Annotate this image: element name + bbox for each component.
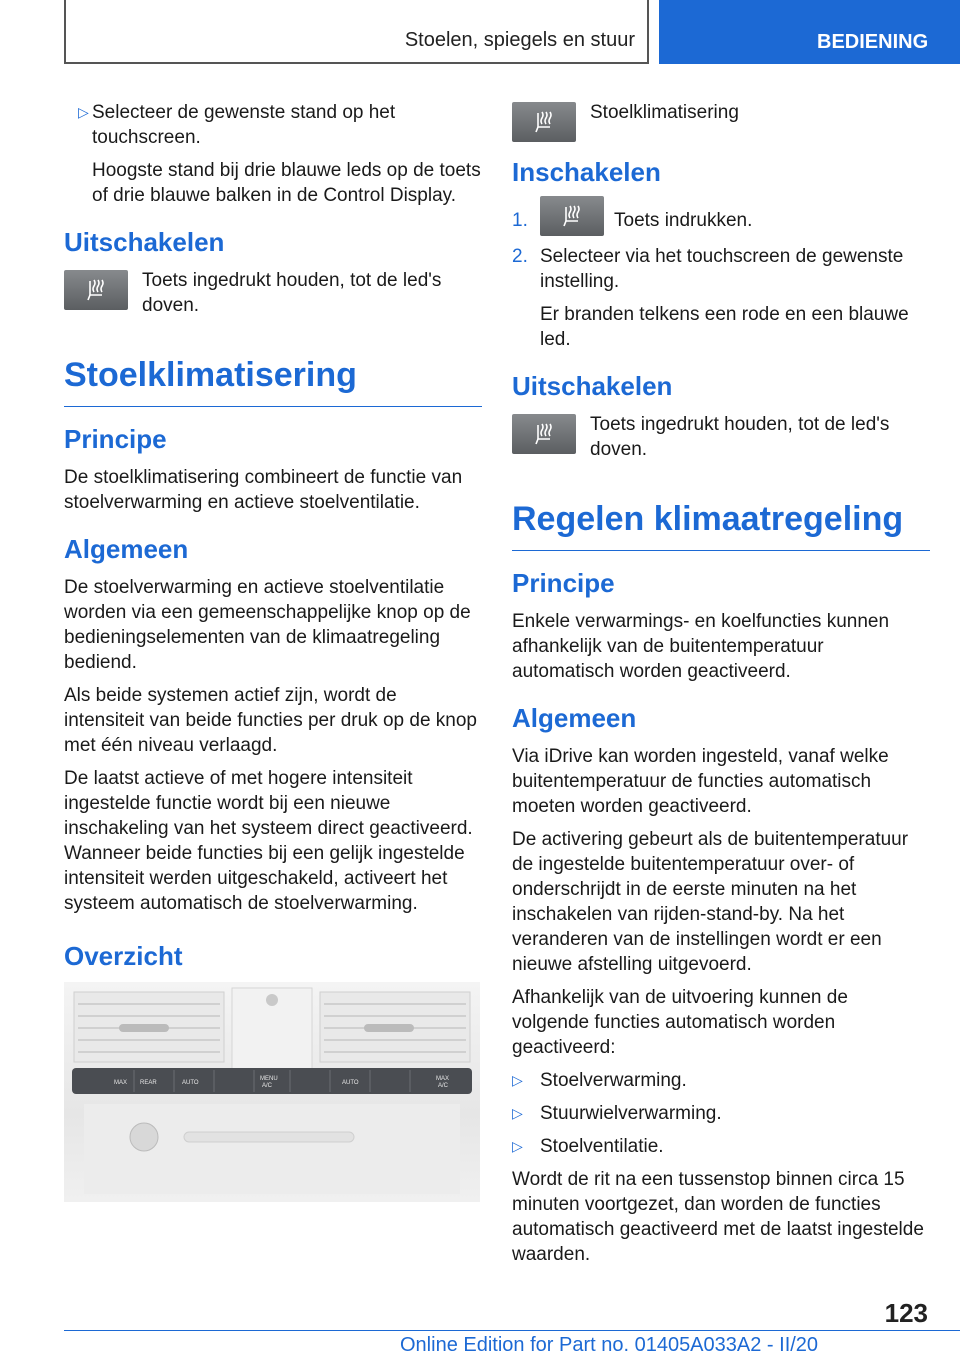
step-number: 1.	[512, 210, 528, 231]
seat-climate-button-icon	[512, 414, 576, 454]
heading-algemeen: Algemeen	[512, 703, 637, 733]
paragraph: Er branden telkens een rode en een blauwe led.	[540, 304, 909, 350]
heading-algemeen: Algemeen	[64, 534, 189, 564]
numbered-step	[512, 244, 930, 294]
running-header-section	[64, 0, 649, 64]
icon-text-row	[512, 412, 930, 462]
page-number: 123	[884, 1298, 928, 1328]
paragraph: De stoelverwarming en actieve stoelventilatie worden via een gemeenschappelijke knop op de bedieningselementen van de klimaatregeling bediend.	[64, 577, 471, 673]
list-item-text: Stuurwielverwarming.	[540, 1103, 722, 1124]
triangle-bullet-icon: ▷	[512, 1138, 523, 1154]
edition-footer: Online Edition for Part no. 01405A033A2 - II/20	[400, 1334, 819, 1356]
icon-description: Toets ingedrukt houden, tot de led's doven.	[590, 414, 890, 460]
seat-climate-button-icon	[64, 270, 128, 310]
list-item-text: Stoelverwarming.	[540, 1070, 687, 1091]
svg-text:MAX: MAX	[114, 1080, 128, 1086]
numbered-step	[512, 208, 930, 236]
paragraph: De stoelklimatisering combineert de functie van stoelverwarming en actieve stoelventilatie.	[64, 467, 463, 513]
step-text: Toets indrukken.	[614, 210, 753, 231]
chapter-title: BEDIENING	[817, 31, 929, 53]
footer-divider	[64, 1330, 960, 1331]
list-item-text: Selecteer de gewenste stand op het touchscreen.	[92, 102, 396, 148]
paragraph: De laatst actieve of met hogere intensiteit ingestelde functie wordt bij een nieuwe inschakeling van het systeem direct geactiveerd. Wanneer beide functies bij een gelijk ingestelde intensiteit werden uitgeschakeld, activeert het systeem automatisch de stoelverwarming.	[64, 768, 473, 914]
svg-text:A/C: A/C	[438, 1083, 449, 1089]
section-heading-regelen-klimaatregeling: Regelen klimaatregeling	[512, 498, 930, 551]
step-number: 2.	[512, 246, 528, 267]
climate-control-panel-photo	[64, 982, 480, 1202]
heading-uitschakelen: Uitschakelen	[512, 371, 673, 401]
right-column	[512, 100, 930, 1275]
paragraph: De activering gebeurt als de buitentemperatuur de ingestelde buitentemperatuur over- of onderschrijdt in de eerste minuten na het inschakelen van rijden-stand-by. Na het veranderen van de instellingen wordt er een nieuwe afstelling uitgevoerd.	[512, 829, 909, 975]
svg-text:A/C: A/C	[262, 1083, 273, 1089]
paragraph: Wordt de rit na een tussenstop binnen circa 15 minuten voortgezet, dan worden de functies automatisch geactiveerd met de laatst ingestelde waarden.	[512, 1169, 924, 1265]
svg-text:AUTO: AUTO	[342, 1080, 359, 1086]
chapter-tab	[659, 0, 960, 64]
triangle-bullet-icon: ▷	[512, 1105, 523, 1121]
icon-text-row	[512, 100, 930, 142]
heading-principe: Principe	[512, 568, 615, 598]
paragraph: Als beide systemen actief zijn, wordt de intensiteit van beide functies per druk op de knop met één niveau verlaagd.	[64, 685, 477, 756]
left-column	[64, 100, 482, 1202]
paragraph: Hoogste stand bij drie blauwe leds op de toets of drie blauwe balken in de Control Display.	[92, 160, 481, 206]
list-item	[512, 1134, 930, 1159]
seat-climate-button-icon	[512, 102, 576, 142]
svg-text:REAR: REAR	[140, 1080, 157, 1086]
seat-climate-button-icon	[540, 196, 604, 236]
section-title: Stoelen, spiegels en stuur	[404, 29, 635, 51]
triangle-bullet-icon: ▷	[78, 104, 89, 120]
triangle-bullet-icon: ▷	[512, 1072, 523, 1088]
list-item	[512, 1101, 930, 1126]
heading-principe: Principe	[64, 424, 167, 454]
svg-text:AUTO: AUTO	[182, 1080, 199, 1086]
paragraph: Afhankelijk van de uitvoering kunnen de volgende functies automatisch worden geactiveerd:	[512, 987, 848, 1058]
icon-description: Stoelklimatisering	[590, 102, 739, 123]
svg-text:MAX: MAX	[436, 1076, 450, 1082]
icon-description: Toets ingedrukt houden, tot de led's doven.	[142, 270, 442, 316]
list-item-text: Stoelventilatie.	[540, 1136, 664, 1157]
list-item	[512, 1068, 930, 1093]
heading-inschakelen: Inschakelen	[512, 157, 661, 187]
icon-text-row	[64, 268, 482, 318]
svg-text:MENU: MENU	[260, 1076, 278, 1082]
section-heading-stoelklimatisering: Stoelklimatisering	[64, 354, 482, 407]
heading-overzicht: Overzicht	[64, 941, 183, 971]
heading-uitschakelen: Uitschakelen	[64, 227, 225, 257]
step-text: Selecteer via het touchscreen de gewenste instelling.	[540, 246, 904, 292]
list-item	[64, 100, 482, 150]
paragraph: Enkele verwarmings- en koelfuncties kunnen afhankelijk van de buitentemperatuur automatisch worden geactiveerd.	[512, 611, 890, 682]
paragraph: Via iDrive kan worden ingesteld, vanaf welke buitentemperatuur de functies automatisch moeten worden geactiveerd.	[512, 746, 889, 817]
